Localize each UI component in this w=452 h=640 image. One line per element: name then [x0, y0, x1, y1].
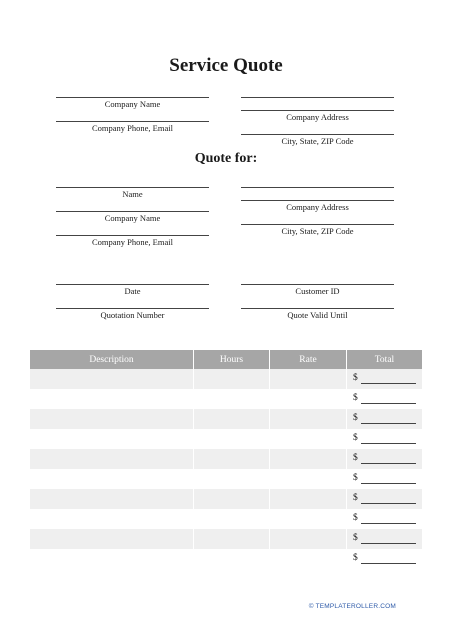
page-title: Service Quote: [169, 55, 283, 76]
total-blank-line: [361, 523, 416, 524]
hours-cell[interactable]: [194, 389, 270, 409]
description-cell[interactable]: [30, 549, 194, 569]
total-cell[interactable]: [347, 369, 422, 389]
table-body: [30, 369, 422, 569]
total-cell[interactable]: [347, 409, 422, 429]
recipient-address-line-2[interactable]: [241, 200, 394, 201]
total-blank-line: [361, 483, 416, 484]
quote-for-heading: Quote for:: [194, 151, 258, 166]
recipient-company-name-line[interactable]: [56, 211, 209, 212]
recipient-city-label: City, State, ZIP Code: [281, 226, 354, 236]
description-cell[interactable]: [30, 429, 194, 449]
hours-cell[interactable]: [194, 469, 270, 489]
items-table: [30, 350, 422, 569]
total-blank-line: [361, 443, 416, 444]
footer-credit[interactable]: © TEMPLATEROLLER.COM: [308, 603, 396, 610]
total-blank-line: [361, 563, 416, 564]
sender-address-line-1[interactable]: [241, 97, 394, 98]
table-row: [30, 429, 422, 449]
date-label: Date: [124, 286, 141, 296]
table-row: [30, 449, 422, 469]
rate-cell[interactable]: [270, 549, 347, 569]
sender-phone-email-line[interactable]: [56, 121, 209, 122]
header-hours: Hours: [194, 350, 270, 369]
hours-cell[interactable]: [194, 369, 270, 389]
hours-cell[interactable]: [194, 429, 270, 449]
currency-symbol: $: [353, 513, 358, 523]
quotation-number-label: Quotation Number: [100, 310, 165, 320]
table-row: [30, 369, 422, 389]
customer-id-line[interactable]: [241, 284, 394, 285]
sender-company-name-line[interactable]: [56, 97, 209, 98]
currency-symbol: $: [353, 493, 358, 503]
total-blank-line: [361, 403, 416, 404]
hours-cell[interactable]: [194, 509, 270, 529]
currency-symbol: $: [353, 453, 358, 463]
header-total: Total: [374, 354, 395, 365]
rate-cell[interactable]: [270, 429, 347, 449]
sender-company-name-label: Company Name: [104, 99, 161, 109]
hours-cell[interactable]: [194, 549, 270, 569]
recipient-address-label: Company Address: [286, 202, 349, 212]
rate-cell[interactable]: [270, 469, 347, 489]
currency-symbol: $: [353, 533, 358, 543]
sender-address-label: Company Address: [286, 112, 349, 122]
quotation-number-line[interactable]: [56, 308, 209, 309]
total-cell[interactable]: [347, 389, 422, 409]
hours-cell[interactable]: [194, 489, 270, 509]
currency-symbol: $: [353, 373, 358, 383]
rate-cell[interactable]: [270, 529, 347, 549]
table-row: [30, 389, 422, 409]
currency-symbol: $: [353, 553, 358, 563]
table-row: [30, 529, 422, 549]
rate-cell[interactable]: [270, 389, 347, 409]
description-cell[interactable]: [30, 469, 194, 489]
sender-phone-email-label: Company Phone, Email: [92, 123, 173, 133]
description-cell[interactable]: [30, 369, 194, 389]
table-row: [30, 489, 422, 509]
rate-cell[interactable]: [270, 509, 347, 529]
customer-id-label: Customer ID: [295, 286, 340, 296]
sender-city-line[interactable]: [241, 134, 394, 135]
recipient-name-label: Name: [122, 189, 143, 199]
recipient-company-name-label: Company Name: [104, 213, 161, 223]
recipient-name-line[interactable]: [56, 187, 209, 188]
hours-cell[interactable]: [194, 449, 270, 469]
recipient-city-line[interactable]: [241, 224, 394, 225]
recipient-address-line-1[interactable]: [241, 187, 394, 188]
rate-cell[interactable]: [270, 489, 347, 509]
rate-cell[interactable]: [270, 409, 347, 429]
description-cell[interactable]: [30, 509, 194, 529]
description-cell[interactable]: [30, 389, 194, 409]
total-cell[interactable]: [347, 529, 422, 549]
currency-symbol: $: [353, 473, 358, 483]
total-blank-line: [361, 463, 416, 464]
total-cell[interactable]: [347, 509, 422, 529]
description-cell[interactable]: [30, 489, 194, 509]
quote-valid-until-line[interactable]: [241, 308, 394, 309]
total-cell[interactable]: [347, 489, 422, 509]
description-cell[interactable]: [30, 529, 194, 549]
recipient-phone-email-line[interactable]: [56, 235, 209, 236]
currency-symbol: $: [353, 433, 358, 443]
table-header: [30, 350, 422, 369]
total-cell[interactable]: [347, 549, 422, 569]
currency-symbol: $: [353, 393, 358, 403]
table-row: [30, 549, 422, 569]
total-cell[interactable]: [347, 449, 422, 469]
description-cell[interactable]: [30, 449, 194, 469]
table-row: [30, 469, 422, 489]
header-rate: Rate: [270, 350, 347, 369]
date-line[interactable]: [56, 284, 209, 285]
quote-valid-until-label: Quote Valid Until: [287, 310, 348, 320]
header-description: Description: [30, 350, 194, 369]
currency-symbol: $: [353, 413, 358, 423]
rate-cell[interactable]: [270, 449, 347, 469]
hours-cell[interactable]: [194, 529, 270, 549]
table-row: [30, 509, 422, 529]
hours-cell[interactable]: [194, 409, 270, 429]
table-row: [30, 409, 422, 429]
sender-city-label: City, State, ZIP Code: [281, 136, 354, 146]
sender-address-line-2[interactable]: [241, 110, 394, 111]
total-cell[interactable]: [347, 429, 422, 449]
total-blank-line: [361, 383, 416, 384]
total-cell[interactable]: [347, 469, 422, 489]
total-blank-line: [361, 543, 416, 544]
total-blank-line: [361, 423, 416, 424]
description-cell[interactable]: [30, 409, 194, 429]
rate-cell[interactable]: [270, 369, 347, 389]
total-blank-line: [361, 503, 416, 504]
recipient-phone-email-label: Company Phone, Email: [92, 237, 173, 247]
